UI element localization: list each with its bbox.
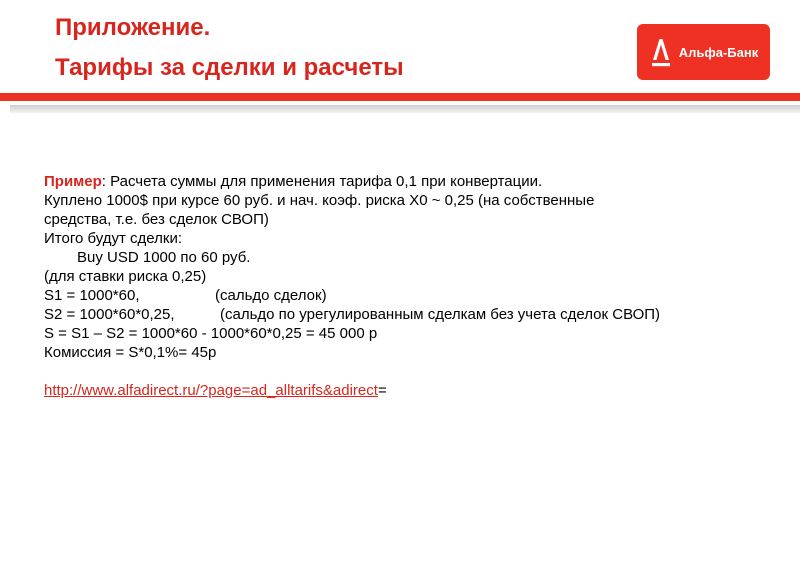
s-total-line: S = S1 – S2 = 1000*60 - 1000*60*0,25 = 45 000 р	[44, 325, 378, 342]
example-label: Пример	[44, 173, 102, 190]
s1-line	[44, 286, 744, 305]
alfa-a-icon	[649, 36, 673, 68]
header-divider-shadow	[10, 105, 800, 113]
purchase-line: Куплено 1000$ при курсе 60 руб. и нач. коэф. риска Х0 ~ 0,25 (на собственные	[44, 192, 595, 209]
tariffs-link[interactable]: http://www.alfadirect.ru/?page=ad_alltarifs&adirect	[44, 382, 378, 399]
title-line-2: Тарифы за сделки и расчеты	[55, 54, 404, 81]
logo-text: Альфа-Банк	[678, 44, 759, 60]
s2-line	[44, 305, 744, 324]
deals-heading: Итого будут сделки:	[44, 230, 182, 247]
alfa-bank-logo	[637, 24, 770, 80]
s2-formula: S2 = 1000*60*0,25,	[44, 306, 175, 323]
example-text-block	[44, 172, 744, 400]
example-heading	[44, 172, 744, 191]
risk-rate-line: (для ставки риска 0,25)	[44, 268, 207, 285]
header-divider	[0, 93, 800, 101]
s1-note: (сальдо сделок)	[215, 287, 327, 304]
example-description: : Расчета суммы для применения тарифа 0,1 при конвертации.	[101, 173, 543, 190]
commission-line: Комиссия = S*0,1%= 45р	[44, 344, 217, 361]
purchase-line-cont: средства, т.е. без сделок СВОП)	[44, 211, 269, 228]
s1-formula: S1 = 1000*60,	[44, 287, 140, 304]
spacer	[44, 362, 744, 381]
link-line	[44, 381, 744, 400]
title-line-1: Приложение.	[55, 14, 211, 41]
deal-item: Buy USD 1000 по 60 руб.	[77, 249, 251, 266]
link-suffix: =	[377, 382, 387, 399]
s2-note: (сальдо по урегулированным сделкам без учета сделок СВОП)	[220, 306, 661, 323]
page-title	[55, 8, 404, 88]
